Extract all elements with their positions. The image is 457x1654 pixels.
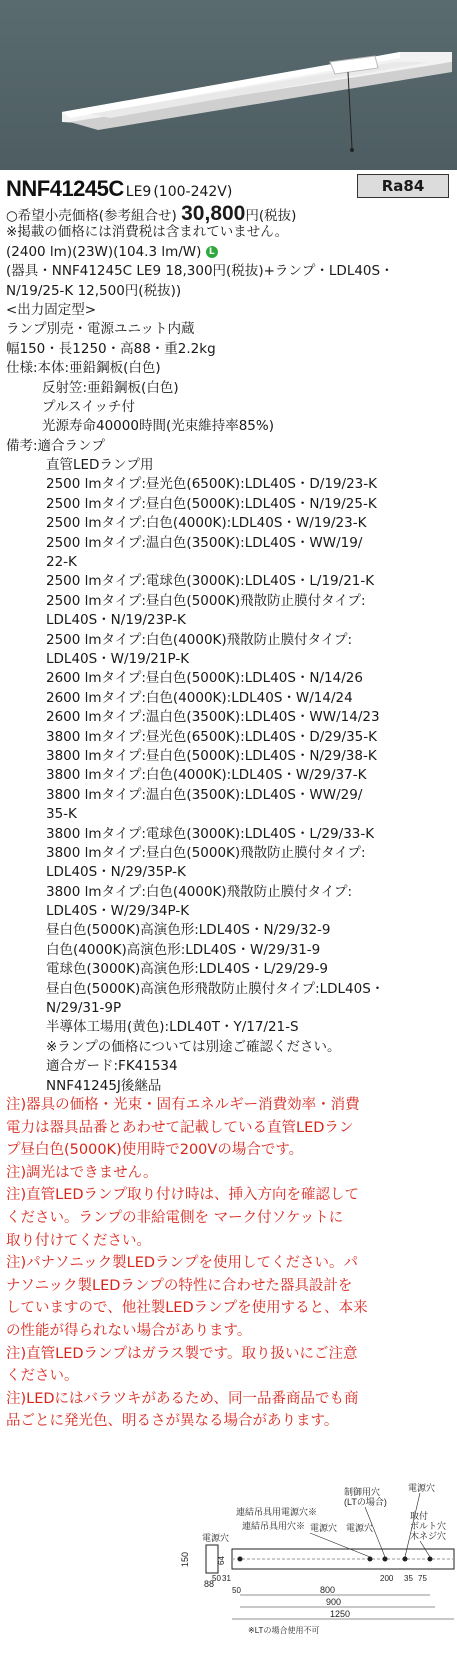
dim-1250: 1250	[330, 1609, 351, 1619]
note-line: 注)パナソニック製LEDランプを使用してください。パ	[6, 1255, 359, 1272]
lamp-item: 2500 lmタイプ:昼白色(5000K)飛散防止膜付タイプ:	[46, 592, 366, 609]
lamp-item: 昼白色(5000K)高演色形飛散防止膜付タイプ:LDL40S・	[46, 980, 385, 997]
fixture-image	[0, 0, 457, 170]
lamp-item: 3800 lmタイプ:昼光色(6500K):LDL40S・D/29/35-K	[46, 728, 377, 745]
spec-line	[6, 243, 394, 262]
note-line: ください。	[6, 1368, 79, 1385]
lamp-list	[6, 475, 394, 1096]
lumen-spec: (2400 lm)(23W)(104.3 lm/W)	[6, 243, 202, 260]
lamp-item: 電球色(3000K)高演色形:LDL40S・L/29/29-9	[46, 961, 328, 978]
breakdown-1: (器具・NNF41245C LE9 18,300円(税抜)+ランプ・LDL40S・	[6, 263, 394, 280]
dim-50: 50	[212, 1574, 221, 1583]
remarks-sub: 直管LEDランプ用	[46, 457, 154, 474]
lamp-item: 2600 lmタイプ:昼白色(5000K):LDL40S・N/14/26	[46, 670, 363, 687]
lamp-item: 半導体工場用(黄色):LDL40T・Y/17/21-S	[46, 1019, 299, 1036]
dimension-diagram	[180, 1483, 457, 1650]
note-line: 注)直管LEDランプ取り付け時は、挿入方向を確認して	[6, 1187, 360, 1204]
dim-200: 200	[380, 1574, 394, 1583]
lamp-item: 白色(4000K)高演色形:LDL40S・W/29/31-9	[46, 941, 321, 958]
dim-35: 35	[404, 1574, 413, 1583]
model-suffix: LE9	[125, 184, 152, 200]
lamp-item: 22-K	[46, 554, 77, 571]
lamp-item: 3800 lmタイプ:白色(4000K)飛散防止膜付タイプ:	[46, 883, 353, 900]
product-photo	[0, 0, 457, 170]
note-line: 注)直管LEDランプはガラス製です。取り扱いにご注意	[6, 1345, 358, 1362]
lbl-power-hole-top: 電源穴	[408, 1483, 436, 1493]
lamp-item: N/29/31-9P	[46, 1000, 122, 1017]
lamp-item: 3800 lmタイプ:電球色(3000K):LDL40S・L/29/33-K	[46, 825, 375, 842]
lamp-item: NNF41245J後継品	[46, 1077, 162, 1094]
notes-list	[6, 1094, 368, 1433]
lamp-item: 2600 lmタイプ:温白色(3500K):LDL40S・WW/14/23	[46, 709, 380, 726]
notes	[6, 1094, 368, 1433]
note-line: 電力は器具品番とあわせて記載している直管LEDラン	[6, 1119, 354, 1136]
dim-75: 75	[418, 1574, 427, 1583]
lbl-control-hole: 制御用穴	[344, 1487, 381, 1497]
model-header	[6, 172, 451, 202]
leaf-icon: L	[206, 246, 218, 258]
tax-note: ※掲載の価格には消費税は含まれていません。	[6, 224, 289, 241]
output-type: <出力固定型>	[6, 301, 97, 318]
lamp-item: 3800 lmタイプ:白色(4000K):LDL40S・W/29/37-K	[46, 767, 367, 784]
lamp-separate: ランプ別売・電源ユニット内蔵	[6, 321, 195, 338]
lbl-power-hole-1: 電源穴	[310, 1523, 338, 1533]
dim-900: 900	[326, 1597, 342, 1607]
note-line: 注)LEDにはバラツキがあるため、同一品番商品でも商	[6, 1390, 359, 1407]
lamp-item: 3800 lmタイプ:昼白色(5000K):LDL40S・N/29/38-K	[46, 747, 377, 764]
price-label: ○希望小売価格(参考組合せ)	[6, 208, 177, 224]
lbl-control-hole-2: (LTの場合)	[344, 1497, 387, 1507]
lamp-item: LDL40S・W/29/34P-K	[46, 903, 190, 920]
diagram-footnote: ※LTの場合使用不可	[248, 1626, 320, 1635]
price-line	[6, 204, 394, 223]
model-number: NNF41245C	[6, 176, 124, 201]
note-line: ください。ランプの非給電側を マーク付ソケットに	[6, 1209, 344, 1226]
spec-reflector: 反射笠:亜鉛鋼板(白色)	[42, 379, 179, 396]
dim-64: 64	[217, 1556, 226, 1565]
lamp-item: 3800 lmタイプ:温白色(3500K):LDL40S・WW/29/	[46, 786, 363, 803]
dimensions: 幅150・長1250・高88・重2.2kg	[6, 340, 216, 357]
lamp-item: LDL40S・N/29/35P-K	[46, 864, 186, 881]
lbl-screw: 木ネジ穴	[410, 1531, 447, 1541]
lamp-item: ※ランプの価格については別途ご確認ください。	[46, 1038, 341, 1055]
lamp-item: 2500 lmタイプ:温白色(3500K):LDL40S・WW/19/	[46, 534, 363, 551]
ra-badge: Ra84	[357, 174, 449, 198]
dim-50b: 50	[232, 1586, 241, 1595]
note-line: していますので、他社製LEDランプを使用すると、本来	[6, 1300, 368, 1317]
lamp-item: 3800 lmタイプ:昼白色(5000K)飛散防止膜付タイプ:	[46, 844, 366, 861]
lamp-item: LDL40S・W/19/21P-K	[46, 650, 190, 667]
lamp-item: 2600 lmタイプ:白色(4000K):LDL40S・W/14/24	[46, 689, 353, 706]
note-line: プ昼白色(5000K)使用時で200Vの場合です。	[6, 1142, 304, 1159]
spec-life: 光源寿命40000時間(光束維持率85%)	[42, 418, 274, 435]
lbl-connector-hole: 連結吊具用穴※	[242, 1521, 306, 1531]
lamp-item: 2500 lmタイプ:白色(4000K)飛散防止膜付タイプ:	[46, 631, 353, 648]
price-amount: 30,800	[181, 202, 246, 225]
note-line: の性能が得られない場合があります。	[6, 1322, 252, 1339]
dim-88: 88	[204, 1579, 215, 1589]
spec-body: 仕様:本体:亜鉛鋼板(白色)	[6, 360, 161, 377]
lamp-item: 適合ガード:FK41534	[46, 1058, 178, 1075]
lamp-item: 2500 lmタイプ:電球色(3000K):LDL40S・L/19/21-K	[46, 573, 375, 590]
lbl-power-hole-side: 電源穴	[202, 1533, 230, 1543]
spec-text	[6, 204, 394, 1096]
note-line: 注)器具の価格・光束・固有エネルギー消費効率・消費	[6, 1097, 360, 1113]
spec-switch: プルスイッチ付	[42, 398, 136, 415]
note-line: ナソニック製LEDランプの特性に合わせた器具設計を	[6, 1277, 353, 1294]
lamp-item: LDL40S・N/19/23P-K	[46, 612, 186, 629]
lamp-item: 2500 lmタイプ:昼光色(6500K):LDL40S・D/19/23-K	[46, 476, 377, 493]
note-line: 注)調光はできません。	[6, 1164, 158, 1181]
dim-800: 800	[320, 1585, 336, 1595]
note-line: 取り付けてください。	[6, 1232, 151, 1249]
note-line: 品ごとに発光色、明るさが異なる場合があります。	[6, 1413, 339, 1430]
breakdown-2: N/19/25-K 12,500円(税抜))	[6, 282, 182, 299]
price-unit: 円(税抜)	[245, 208, 297, 224]
lbl-connector-power: 連結吊具用電源穴※	[236, 1507, 318, 1517]
lbl-mount: 取付	[410, 1511, 429, 1521]
lamp-item: 2500 lmタイプ:昼白色(5000K):LDL40S・N/19/25-K	[46, 495, 377, 512]
lamp-item: 35-K	[46, 806, 77, 823]
voltage: (100-242V)	[153, 184, 233, 200]
lbl-mount-2: ボルト穴	[410, 1521, 447, 1531]
lamp-item: 昼白色(5000K)高演色形:LDL40S・N/29/32-9	[46, 922, 331, 939]
dim-31: 31	[222, 1574, 231, 1583]
remarks-head: 備考:適合ランプ	[6, 437, 106, 454]
dim-150: 150	[180, 1551, 190, 1567]
lamp-item: 2500 lmタイプ:白色(4000K):LDL40S・W/19/23-K	[46, 515, 367, 532]
lbl-power-hole-2: 電源穴	[346, 1523, 374, 1533]
